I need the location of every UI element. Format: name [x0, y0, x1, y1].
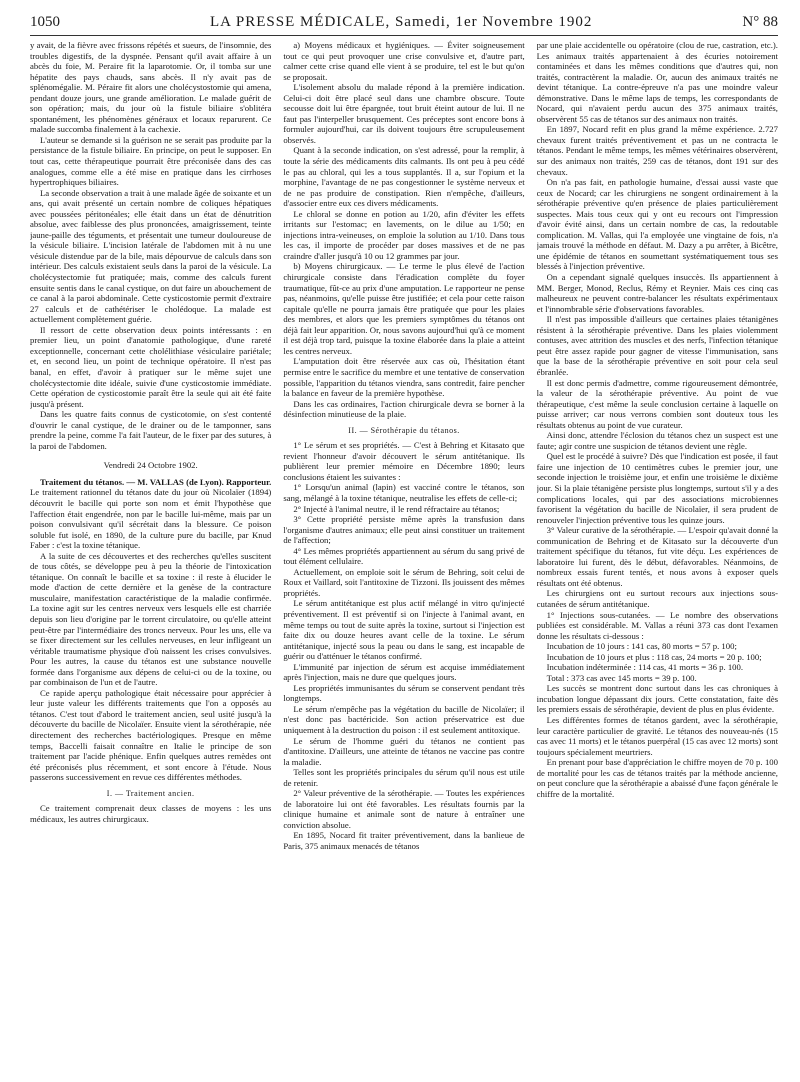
- paragraph: L'immunité par injection de sérum est acquise immédiatement après l'injection, mais ne dure que quelques jours.: [283, 661, 525, 683]
- paragraph: Les chirurgiens ont eu surtout recours aux injections sous-cutanées de sérum antitétanique.: [536, 588, 778, 609]
- paragraph: L'isolement absolu du malade répond à la première indication. Celui-ci doit être placé seul dans une chambre obscure. Toute secousse doit lui être épargnée, tout bruit éteint autour de lui. Il ne faut pas l'interpeller brusquement. Ces préceptes sont encore bons à formuler aujourd'hui, car ils doivent toujours être scrupuleusement observés.: [283, 82, 525, 145]
- statistic-line: Incubation indéterminée : 114 cas, 41 morts = 36 p. 100.: [546, 662, 744, 673]
- section-heading: I. — Traitement ancien.: [106, 788, 195, 798]
- paragraph: Il n'est pas impossible d'ailleurs que certaines plaies tétanigènes résistent à la sérothérapie préventive. Dans les plaies violemment contuses, avec attrition des muscles et des nerfs, l'infection tétanique peut être assez rapide pour gagner de vitesse l'immunisation, sans que la base de la sérothérapie préventive en soit pour cela seul ébranlée.: [536, 314, 778, 377]
- paragraph: On n'a pas fait, en pathologie humaine, d'essai aussi vaste que ceux de Nocard; car les chirurgiens ne songent ordinairement à la sérothérapie préventive qu'en présence de plaies particulièrement suspectes. Mais tous ceux qui y ont eu recours ont l'impression d'avoir évité ainsi, dans un certain nombre de cas, la redoutable complication. M. Vallas, qui l'a employée une vingtaine de fois, n'a jamais trouvé la méthode en défaut. M. Dazy a pu arrêter, à Bicêtre, une épidémie de tétanos en soumettant systématiquement tous ses blessés à l'injection préventive.: [536, 177, 778, 272]
- paragraph: La seconde observation a trait à une malade âgée de soixante et un ans, qui avait présenté un certain nombre de coliques hépatiques avec poussées péritonéales; elle était dans un état de dénutrition absolue, avec faiblesse des plus prononcées, amaigrissement, teinte jaune-paille des téguments, et présentait une tumeur douloureuse de la vésicule biliaire. L'incision latérale de l'abdomen mit à nu une vésicule distendue par de la bile, mais dépourvue de calculs dans son intérieur. Des calculs existaient seuls dans la paroi de la vésicule. La cholécystectomie fut pratiquée; mais, comme des calculs furent ensuite sentis dans le canal cystique, on dut faire un abouchement de ce canal à la paroi abdominale. Cette cysticostomie permit d'extraire 27 calculs et de cathétériser le cholédoque. La malade est actuellement complètement guérie.: [30, 187, 272, 325]
- paragraph: Le sérum n'empêche pas la végétation du bacille de Nicolaïer; il n'est donc pas bactéricide. Son action préservatrice est due uniquement à la destruction du poison : il est seulement antitoxique.: [283, 703, 525, 735]
- paragraph: Dans les cas ordinaires, l'action chirurgicale devra se borner à la désinfection minutieuse de la plaie.: [283, 398, 525, 420]
- paragraph: Le sérum de l'homme guéri du tétanos ne contient pas d'antitoxine. D'ailleurs, une atteinte de tétanos ne vaccine pas contre la maladie.: [283, 735, 525, 767]
- paragraph: En prenant pour base d'appréciation le chiffre moyen de 70 p. 100 de mortalité pour les cas de tétanos traités par la méthode ancienne, on peut conclure que la sérothérapie a abaissé d'une façon générale le chiffre de la mortalité.: [536, 757, 778, 799]
- paragraph: L'amputation doit être réservée aux cas où, l'hésitation étant permise entre le sacrifice du membre et une tentative de conservation possible, l'apparition du tétanos viendra, sans contredit, faire pencher la balance en faveur de la première hypothèse.: [283, 356, 525, 399]
- paragraph: Quant à la seconde indication, on s'est adressé, pour la remplir, à toute la série des médicaments dits calmants. Ils ont peu à peu cédé le pas au chloral, qui les a tous supplantés. Il a, sur l'opium et la morphine, l'avantage de ne pas congestionner le système nerveux et de ne pas produire de constipation. Rien n'empêche, d'ailleurs, d'associer entre eux ces divers médicaments.: [283, 145, 525, 209]
- paragraph: 4° Les mêmes propriétés appartiennent au sérum du sang privé de tout élément cellulaire.: [283, 545, 525, 567]
- paragraph: a) Moyens médicaux et hygiéniques. — Éviter soigneusement tout ce qui peut provoquer une crise convulsive et, d'autre part, calmer cette crise quand elle vient à se produire, tel est le but qu'on se proposait.: [283, 40, 525, 82]
- paragraph: Les propriétés immunisantes du sérum se conservent pendant très longtemps.: [283, 682, 525, 704]
- paragraph: Ce rapide aperçu pathologique était nécessaire pour apprécier à leur juste valeur les différents traitements que l'on a opposés au tétanos. C'est tout d'abord le traitement ancien, seul usité jusqu'à la découverte du bacille de Nicolaïer. Ensuite vient la sérothérapie, née directement des recherches bactériologiques. Presque en même temps, Baccelli faisait connaître en Italie le principe de son traitement par l'acide phénique. Enfin quelques autres remèdes ont été préconisés plus récemment, et sont encore à l'étude. Nous passerons successivement en revue ces différentes méthodes.: [30, 687, 272, 783]
- paragraph: 1° Lorsqu'un animal (lapin) est vacciné contre le tétanos, son sang, mélangé à la toxine tétanique, neutralise les effets de celle-ci;: [283, 482, 525, 503]
- paragraph: 3° Valeur curative de la sérothérapie. — L'espoir qu'avait donné la communication de Behring et de Kitasato sur la découverte d'un traitement spécifique du tétanos, fut vite déçu. Les expériences de laboratoire lui furent, dès le début, défavorables. Néanmoins, de nombreux essais furent tentés, et nous avons à exposer quels résultats ont été obtenus.: [536, 525, 778, 588]
- paragraph: Actuellement, on emploie soit le sérum de Behring, soit celui de Roux et Vaillard, soit l'antitoxine de Tizzoni. Ils jouissent des mêmes propriétés.: [283, 566, 525, 598]
- paragraph: 2° Injecté à l'animal neutre, il le rend réfractaire au tétanos;: [293, 503, 500, 514]
- column-2: [283, 40, 524, 1082]
- paragraph: b) Moyens chirurgicaux. — Le terme le plus élevé de l'action chirurgicale consiste dans l'éradication complète du foyer traumatique, fût-ce au prix d'une amputation. Le rapporteur ne pense pas, néanmoins, qu'elle puisse être justifiée; et cela pour cette raison capitale qu'elle ne pourra jamais être pratiquée que pour les plaies des membres, et alors que les premiers symptômes du tétanos ont déjà fait leur apparition. Or, nous savons aujourd'hui qu'à ce moment il est déjà trop tard, puisque la toxine élaborée dans la plaie a atteint les centres nerveux.: [283, 261, 525, 356]
- header-rule: [30, 35, 778, 36]
- paragraph: 2° Valeur préventive de la sérothérapie. — Toutes les expériences de laboratoire lui ont été favorables. Les résultats fournis par la clinique humaine et animale sont de nature à entraîner une conviction absolue.: [283, 788, 525, 830]
- paragraph: A la suite de ces découvertes et des recherches qu'elles suscitent de tous côtés, se développe peu à peu la théorie de l'intoxication tétanique. On connaît le bacille et sa toxine : il reste à élucider le mode d'action de cette dernière et la genèse de la contracture musculaire, manifestation caractéristique de la maladie confirmée. La toxine agit sur les centres nerveux vers lesquels elle est charriée depuis son lieu d'origine par le torrent circulatoire, ou qu'elle atteint peut-être par l'intermédiaire des troncs nerveux. Pour les uns, elle va se fixer directement sur les cellules nerveuses, en leur infligeant un véritable traumatisme physique d'où naissent les crises convulsives. Pour les autres, la cause du tétanos est une substance nouvelle formée dans l'organisme aux dépens de celui-ci ou de la toxine, ou par combinaison de l'un et de l'autre.: [30, 550, 272, 688]
- paragraph: On a cependant signalé quelques insuccès. Ils appartiennent à MM. Berger, Monod, Reclus, Rémy et Reynier. Mais ces cinq cas malheureux ne peuvent contre-balancer les résultats expérimentaux et l'innombrable série d'observations favorables.: [536, 272, 778, 314]
- paragraph: L'auteur se demande si la guérison ne se serait pas produite par la persistance de la fistule biliaire. En principe, on peut le supposer. En tout cas, cette thérapeutique pourrait être préconisée dans des cas analogues, comme elle a été mise en pratique dans les cirrhoses hypertrophiques biliaires.: [30, 134, 272, 188]
- paragraph: Ainsi donc, attendre l'éclosion du tétanos chez un suspect est une faute; agir contre une suspicion de tétanos devient une règle.: [536, 430, 778, 451]
- column-3: [537, 40, 778, 1082]
- issue-number: N° 88: [742, 14, 778, 30]
- paragraph: 1° Le sérum et ses propriétés. — C'est à Behring et Kitasato que revient l'honneur d'avoir découvert le sérum antitétanique. Ils publièrent leur premier mémoire en Décembre 1890; leurs conclusions étaient les suivantes :: [283, 440, 525, 482]
- lead-title: Traitement du tétanos. — M. VALLAS (de Lyon). Rapporteur.: [40, 476, 272, 487]
- paragraph: Le sérum antitétanique est plus actif mélangé in vitro qu'injecté préventivement. Il est préventif si on l'injecte à l'animal avant, en même temps ou tout de suite après la toxine, surtout si l'injection est faite dix ou douze heures avant celle de la toxine. Le sérum antitétanique, injecté sous la peau ou dans le sang, est incapable de guérir ou d'atténuer le tétanos confirmé.: [283, 598, 525, 662]
- paragraph: Il ressort de cette observation deux points intéressants : en premier lieu, un point d'anatomie pathologique, d'une rareté exceptionnelle, concernant cette cholélithiase vésiculaire pariétale; et, en second lieu, un point de technique opératoire. Il n'est pas banal, en effet, d'avoir à pratiquer sur le même sujet une cholécystectomie dite idéale, suivie d'une cysticostomie immédiate. Cette opération de cysticostomie paraît être la seule qui ait été faite jusqu'à présent.: [30, 324, 272, 409]
- paragraph: Le chloral se donne en potion au 1/20, afin d'éviter les effets irritants sur l'estomac; en lavements, on le dilue au 1/50; en injections intra-veineuses, on emploie la solution au 1/10. Dans tous les cas, il importe de procéder par doses massives et de ne pas craindre d'aller jusqu'à 10 ou 12 grammes par jour.: [283, 208, 525, 261]
- paragraph: Quel est le procédé à suivre? Dès que l'indication est posée, il faut faire une injection de 10 centimètres cubes le premier jour, une seconde injection le troisième jour, et enfin une troisième le dixième jour. Si la plaie tétanigène persiste plus longtemps, surtout s'il y a des complications locales, qui par des associations microbiennes favorisent la végétation du bacille de Nicolaïer, il sera prudent de renouveler l'injection préventive tous les quinze jours.: [536, 451, 778, 525]
- paragraph: Ce traitement comprenait deux classes de moyens : les uns médicaux, les autres chirurgicaux.: [30, 803, 272, 824]
- page-header: [30, 14, 778, 34]
- paragraph: par une plaie accidentelle ou opératoire (clou de rue, castration, etc.). Les animaux traités appartenaient à des écuries notoirement contaminées et dans les mêmes conditions que d'autres qui, non traités, contractèrent la maladie. Or, aucun des animaux traités ne devint tétanique. La contre-épreuve n'a pas une moindre valeur démonstrative. Dans le même laps de temps, les correspondants de Nocard, qui n'avaient perdu aucun des 375 animaux traités, observèrent 55 cas de tétanos sur des animaux non traités.: [536, 40, 778, 124]
- paragraph: Telles sont les propriétés principales du sérum qu'il nous est utile de retenir.: [283, 767, 525, 788]
- paragraph-lead: [30, 477, 271, 551]
- journal-title: LA PRESSE MÉDICALE, Samedi, 1er Novembre 1902: [209, 14, 593, 30]
- paragraph: En 1897, Nocard refit en plus grand la même expérience. 2.727 chevaux furent traités préventivement et pas un ne contracta le tétanos. Pendant le même temps, les mêmes vétérinaires observèrent, sur des animaux non traités, 259 cas de tétanos, dont 191 sur des chevaux.: [536, 124, 778, 177]
- statistic-total: Total : 373 cas avec 145 morts = 39 p. 100.: [546, 672, 697, 683]
- paragraph: 3° Cette propriété persiste même après la transfusion dans l'organisme d'autres animaux; elle peut ainsi constituer un traitement de l'affection;: [283, 514, 525, 546]
- paragraph: En 1895, Nocard fit traiter préventivement, dans la banlieue de Paris, 375 animaux menacés de tétanos: [283, 830, 525, 852]
- article-columns: [30, 40, 778, 1082]
- paragraph: Dans les quatre faits connus de cysticotomie, on s'est contenté d'ouvrir le canal cystique, de le drainer ou de le tamponner, sans prendre la peine, comme l'a fait l'auteur, de le fixer par des sutures, à la paroi de l'abdomen.: [30, 409, 272, 451]
- session-date: Vendredi 24 Octobre 1902.: [103, 460, 198, 471]
- statistic-line: Incubation de 10 jours : 141 cas, 80 morts = 57 p. 100;: [546, 641, 737, 652]
- lead-text: Le traitement rationnel du tétanos date du jour où Nicolaïer (1894) découvrit le bacille qui porte son nom et émit l'hypothèse que l'affection était engendrée, non par le bacille lui-même, mais par un poison convulsivant qu'il sécrétait dans la blessure. Ce poison soluble fut isolé, en 1890, de la culture pure du bacille, par Knud Faber : c'est la toxine tétanique.: [30, 487, 272, 551]
- paragraph: Les différentes formes de tétanos gardent, avec la sérothérapie, leur caractère particulier de gravité. Le tétanos des nouveau-nés (15 cas avec 11 morts) et le tétanos puerpéral (15 cas avec 12 morts) sont toujours spécialement meurtriers.: [536, 715, 778, 757]
- paragraph: y avait, de la fièvre avec frissons répétés et sueurs, de l'insomnie, des troubles digestifs, de la dyspnée. Pensant qu'il avait affaire à un abcès du foie, M. Peraire fit la laparotomie. Or, il tomba sur une hépatite des pays chauds, sans abcès. Il n'y avait pas de splénomégalie. M. Péraire fit alors une cholécystostomie qui amena, pendant douze jours, une grande amélioration. Le malade guérit de son opération; mais, du jour où la fistule biliaire s'oblitéra spontanément, les phénomènes généraux et locaux reparurent. Ce malade succomba finalement à la cachexie.: [30, 40, 272, 135]
- page-number: 1050: [30, 14, 60, 30]
- paragraph: Les succès se montrent donc surtout dans les cas chroniques à incubation longue dépassant dix jours. Cette constatation, faite dès les premiers essais de sérothérapie, devient de plus en plus évidente.: [536, 683, 778, 715]
- statistic-line: Incubation de 10 jours et plus : 118 cas, 24 morts = 20 p. 100;: [546, 651, 762, 662]
- paragraph: 1° Injections sous-cutanées. — Le nombre des observations publiées est considérable. M. Vallas a réuni 373 cas dont l'examen donne les résultats ci-dessous :: [536, 609, 778, 641]
- paragraph: Il est donc permis d'admettre, comme rigoureusement démontrée, la valeur de la sérothérapie préventive. Au point de vue thérapeutique, c'est même la seule conclusion certaine à laquelle on puisse arriver; car nous verrons combien sont douteux tous les résultats obtenus au point de vue curateur.: [536, 377, 778, 430]
- section-heading: II. — Sérothérapie du tétanos.: [348, 425, 460, 435]
- column-1: [30, 40, 271, 1082]
